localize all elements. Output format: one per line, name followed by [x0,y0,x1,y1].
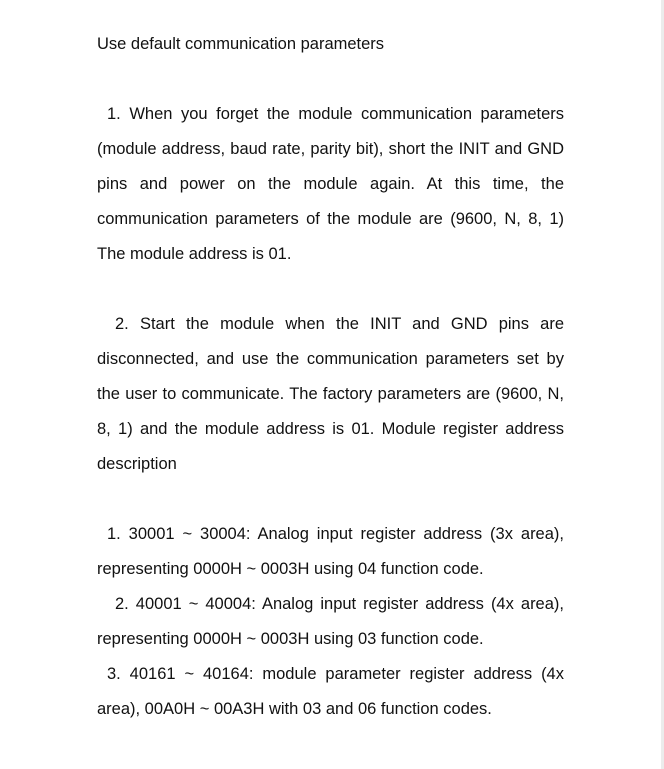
section-heading: Use default communication parameters [97,35,385,53]
document-body [97,27,564,727]
register-address-list [97,517,564,727]
list-item: 3. 40161 ~ 40164: module parameter register address (4x area), 00A0H ~ 00A3H with 03 and 06 function codes. [97,665,564,718]
list-item: 2. 40001 ~ 40004: Analog input register address (4x area), representing 0000H ~ 0003H using 03 function code. [97,595,564,648]
paragraph-init-reset: 1. When you forget the module communication parameters (module address, baud rate, parity bit), short the INIT and GND pins and power on the module again. At this time, the communication parameters of the module are (9600, N, 8, 1) The module address is 01. [97,105,564,263]
paragraph-factory-parameters: 2. Start the module when the INIT and GND pins are disconnected, and use the communication parameters set by the user to communicate. The factory parameters are (9600, N, 8, 1) and the module address is 01. Module register address description [97,315,564,473]
list-item: 1. 30001 ~ 30004: Analog input register address (3x area), representing 0000H ~ 0003H using 04 function code. [97,525,564,578]
